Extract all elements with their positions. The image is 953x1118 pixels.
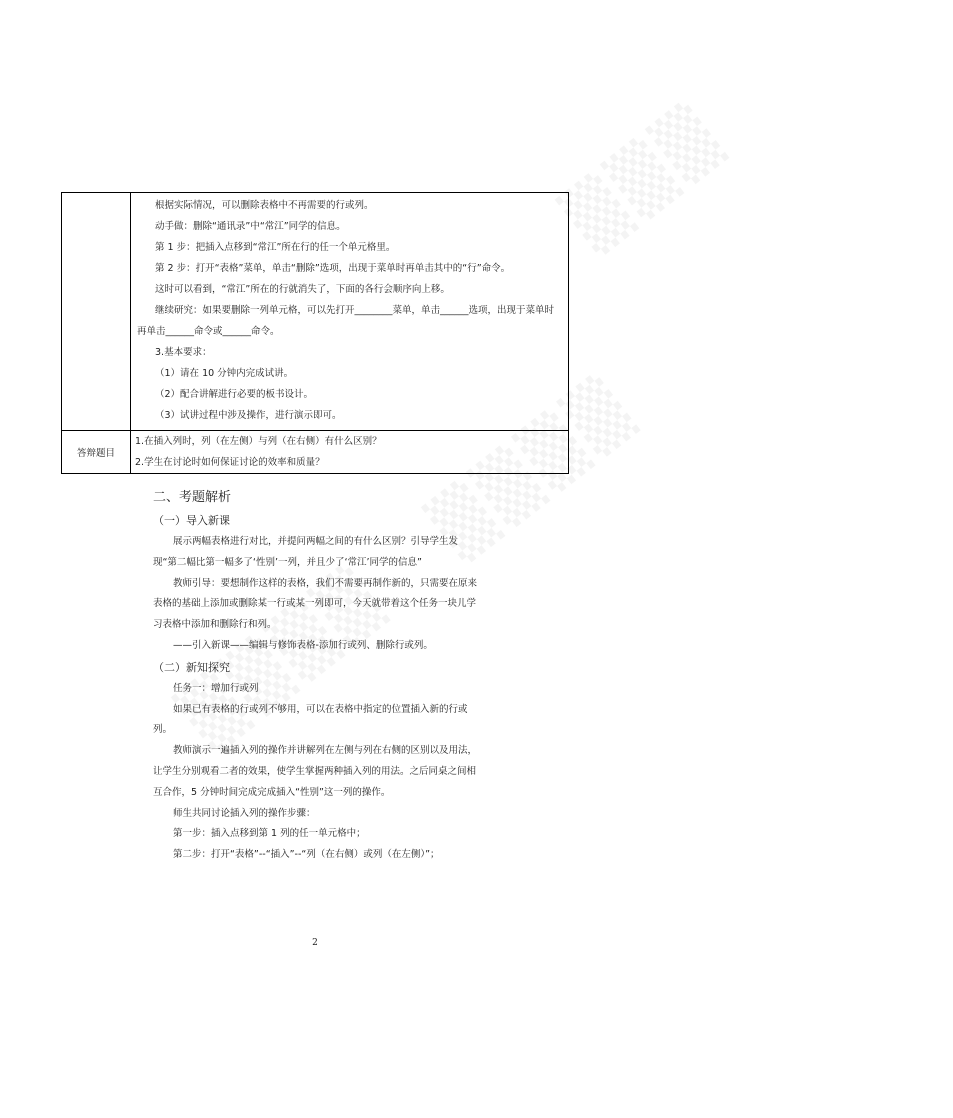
analysis-body [153,486,478,866]
table-paragraph: 这时可以看到，“常江”所在的行就消失了，下面的各行会顺序向上移。 [155,284,450,295]
defense-question: 2.学生在讨论时如何保证讨论的效率和质量？ [135,457,325,468]
table-row [62,431,569,474]
table-paragraph: （2）配合讲解进行必要的板书设计。 [155,389,314,400]
table-paragraph: （3）试讲过程中涉及操作，进行演示即可。 [155,410,342,421]
body-paragraph: 第二步：打开“表格”--“插入”--“列（在右侧）或列（在左侧）”； [173,849,440,861]
section-title: 二、考题解析 [153,490,232,505]
table-label-cell-empty [62,193,131,431]
defense-question: 1.在插入列时，列（在左侧）与列（在右侧）有什么区别？ [135,436,382,447]
body-paragraph: 展示两幅表格进行对比，并提问两幅之间的有什么区别？引导学生发现“第二幅比第一幅多了‘性别’一列，并且少了‘常江’同学的信息” [153,536,459,568]
defense-questions-cell [131,431,569,474]
body-paragraph: ——引入新课——编辑与修饰表格-添加行或列、删除行或列。 [173,639,433,651]
subsection-title: （一）导入新课 [153,514,230,527]
table-paragraph: 动手做：删除“通讯录”中“常江”同学的信息。 [155,221,346,232]
body-paragraph: 教师引导：要想制作这样的表格，我们不需要再制作新的，只需要在原来表格的基础上添加或删除某一行或某一列即可，今天就带着这个任务一块儿学习表格中添加和删除行和列。 [153,577,478,631]
table-paragraph: 3.基本要求： [155,347,212,358]
body-paragraph: 任务一：增加行或列 [173,682,259,694]
watermark [555,95,736,259]
body-paragraph: 师生共同讨论插入列的操作步骤： [173,807,316,819]
table-content-cell [131,193,569,431]
lesson-table [61,192,569,474]
subsection-title: （二）新知探究 [153,660,230,674]
table-row [62,193,569,431]
table-paragraph: 根据实际情况，可以删除表格中不再需要的行或列。 [155,200,374,211]
table-paragraph: 第 2 步：打开“表格”菜单，单击“删除”选项，出现于菜单时再单击其中的“行”命令。 [155,263,511,274]
table-paragraph: 继续研究：如果要删除一列单元格，可以先打开________菜单，单击______选项，出现于菜单时再单击______命令或______命令。 [137,305,555,337]
body-paragraph: 第一步：插入点移到第 1 列的任一单元格中； [173,828,366,840]
table-paragraph: 第 1 步：把插入点移到“常江”所在行的任一个单元格里。 [155,242,396,253]
body-paragraph: 如果已有表格的行或列不够用，可以在表格中指定的位置插入新的行或列。 [153,703,468,736]
body-paragraph: 教师演示一遍插入列的操作并讲解列在左侧与列在右侧的区别以及用法，让学生分别观看二者的效果，使学生掌握两种插入列的用法。之后同桌之间相互合作，5 分钟时间完成完成插入“性别”这一列的操作。 [153,745,478,798]
table-paragraph: （1）请在 10 分钟内完成试讲。 [155,368,294,379]
defense-questions-label: 答辩题目 [62,431,131,474]
page-number: 2 [312,938,318,948]
